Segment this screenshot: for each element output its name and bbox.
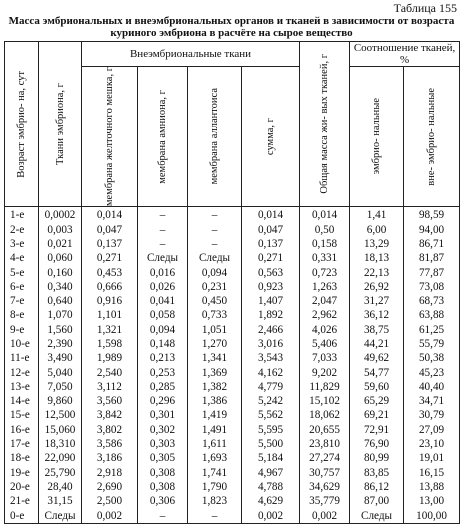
embryo-cell: 7,050: [39, 380, 82, 394]
sum-cell: 4,162: [242, 365, 300, 379]
amnion-cell: 0,026: [138, 280, 188, 294]
embryo-cell: 9,860: [39, 394, 82, 408]
age-cell: 8-е: [5, 308, 39, 322]
sum-cell: 1,407: [242, 294, 300, 308]
age-cell: 6-е: [5, 280, 39, 294]
extraembryonic-pct-cell: 98,59: [404, 207, 460, 223]
allantois-cell: –: [188, 222, 242, 236]
yolk-cell: 0,137: [82, 237, 138, 251]
amnion-cell: 0,253: [138, 365, 188, 379]
amnion-cell: 0,301: [138, 408, 188, 422]
amnion-cell: Следы: [138, 251, 188, 265]
header-total: Общая масса жи- вых тканей, г: [300, 42, 350, 207]
allantois-cell: 1,051: [188, 323, 242, 337]
yolk-cell: 1,598: [82, 337, 138, 351]
amnion-cell: 0,303: [138, 437, 188, 451]
total-cell: 2,047: [300, 294, 350, 308]
sum-cell: 2,466: [242, 323, 300, 337]
extraembryonic-pct-cell: 55,79: [404, 337, 460, 351]
header-ratio: Соотношение тканей, %: [350, 42, 460, 67]
total-cell: 0,723: [300, 265, 350, 279]
age-cell: 5-е: [5, 265, 39, 279]
allantois-cell: –: [188, 508, 242, 523]
yolk-cell: 3,186: [82, 451, 138, 465]
sum-cell: 0,002: [242, 508, 300, 523]
data-table: [4, 41, 460, 524]
header-embryonic-pct: эмбрио- нальные: [350, 67, 404, 207]
total-cell: 0,331: [300, 251, 350, 265]
embryo-cell: 22,090: [39, 451, 82, 465]
age-cell: 3-е: [5, 237, 39, 251]
sum-cell: 0,137: [242, 237, 300, 251]
table-number: Таблица 155: [393, 1, 457, 15]
header-extraembryonic-pct: вне- эмбрио- нальные: [404, 67, 460, 207]
total-cell: 0,50: [300, 222, 350, 236]
amnion-cell: 0,305: [138, 451, 188, 465]
embryonic-pct-cell: 31,27: [350, 294, 404, 308]
yolk-cell: 0,271: [82, 251, 138, 265]
yolk-cell: 0,014: [82, 207, 138, 223]
embryo-cell: 3,490: [39, 351, 82, 365]
table-row: [5, 394, 460, 408]
amnion-cell: –: [138, 222, 188, 236]
embryonic-pct-cell: 22,13: [350, 265, 404, 279]
embryo-cell: 1,070: [39, 308, 82, 322]
table-row: [5, 508, 460, 523]
embryo-cell: Следы: [39, 508, 82, 523]
table-row: [5, 308, 460, 322]
embryonic-pct-cell: 44,21: [350, 337, 404, 351]
yolk-cell: 3,112: [82, 380, 138, 394]
amnion-cell: 0,041: [138, 294, 188, 308]
total-cell: 0,158: [300, 237, 350, 251]
yolk-cell: 3,586: [82, 437, 138, 451]
table-row: [5, 494, 460, 508]
embryonic-pct-cell: 1,41: [350, 207, 404, 223]
table-row: [5, 207, 460, 223]
embryo-cell: 5,040: [39, 365, 82, 379]
yolk-cell: 3,842: [82, 408, 138, 422]
sum-cell: 4,629: [242, 494, 300, 508]
embryonic-pct-cell: 18,13: [350, 251, 404, 265]
extraembryonic-pct-cell: 50,38: [404, 351, 460, 365]
allantois-cell: 0,094: [188, 265, 242, 279]
embryonic-pct-cell: 72,91: [350, 423, 404, 437]
allantois-cell: 1,386: [188, 394, 242, 408]
extraembryonic-pct-cell: 45,23: [404, 365, 460, 379]
extraembryonic-pct-cell: 73,08: [404, 280, 460, 294]
embryo-cell: 28,40: [39, 480, 82, 494]
total-cell: 0,014: [300, 207, 350, 223]
age-cell: 11-е: [5, 351, 39, 365]
header-age: Возраст эмбрио- на, сут: [5, 42, 39, 207]
amnion-cell: 0,148: [138, 337, 188, 351]
sum-cell: 0,047: [242, 222, 300, 236]
table-row: [5, 437, 460, 451]
header-amnion: мембрана амниона, г: [138, 67, 188, 207]
age-cell: 4-е: [5, 251, 39, 265]
extraembryonic-pct-cell: 100,00: [404, 508, 460, 523]
embryo-cell: 0,003: [39, 222, 82, 236]
embryonic-pct-cell: 87,00: [350, 494, 404, 508]
amnion-cell: 0,058: [138, 308, 188, 322]
yolk-cell: 0,047: [82, 222, 138, 236]
embryo-cell: 18,310: [39, 437, 82, 451]
yolk-cell: 0,666: [82, 280, 138, 294]
embryonic-pct-cell: 54,77: [350, 365, 404, 379]
yolk-cell: 0,002: [82, 508, 138, 523]
sum-cell: 5,595: [242, 423, 300, 437]
extraembryonic-pct-cell: 23,10: [404, 437, 460, 451]
allantois-cell: 1,741: [188, 466, 242, 480]
allantois-cell: Следы: [188, 251, 242, 265]
embryonic-pct-cell: 59,60: [350, 380, 404, 394]
total-cell: 9,202: [300, 365, 350, 379]
age-cell: 7-е: [5, 294, 39, 308]
total-cell: 5,406: [300, 337, 350, 351]
table-body: [5, 207, 460, 524]
age-cell: 17-е: [5, 437, 39, 451]
amnion-cell: 0,308: [138, 480, 188, 494]
table-row: [5, 265, 460, 279]
embryo-cell: 0,060: [39, 251, 82, 265]
embryonic-pct-cell: 83,85: [350, 466, 404, 480]
header-sum: сумма, г: [242, 67, 300, 207]
embryonic-pct-cell: 76,90: [350, 437, 404, 451]
extraembryonic-pct-cell: 13,00: [404, 494, 460, 508]
amnion-cell: 0,306: [138, 494, 188, 508]
extraembryonic-pct-cell: 61,25: [404, 323, 460, 337]
age-cell: 12-е: [5, 365, 39, 379]
allantois-cell: 0,733: [188, 308, 242, 322]
allantois-cell: 1,382: [188, 380, 242, 394]
sum-cell: 5,184: [242, 451, 300, 465]
extraembryonic-pct-cell: 63,88: [404, 308, 460, 322]
allantois-cell: 1,341: [188, 351, 242, 365]
embryonic-pct-cell: 38,75: [350, 323, 404, 337]
extraembryonic-pct-cell: 13,88: [404, 480, 460, 494]
age-cell: 9-е: [5, 323, 39, 337]
total-cell: 2,962: [300, 308, 350, 322]
sum-cell: 5,500: [242, 437, 300, 451]
yolk-cell: 2,918: [82, 466, 138, 480]
age-cell: 14-е: [5, 394, 39, 408]
allantois-cell: 1,790: [188, 480, 242, 494]
embryonic-pct-cell: 80,99: [350, 451, 404, 465]
embryo-cell: 0,0002: [39, 207, 82, 223]
table-row: [5, 480, 460, 494]
sum-cell: 3,543: [242, 351, 300, 365]
age-cell: 2-е: [5, 222, 39, 236]
table-row: [5, 251, 460, 265]
sum-cell: 0,563: [242, 265, 300, 279]
age-cell: 16-е: [5, 423, 39, 437]
embryo-cell: 2,390: [39, 337, 82, 351]
embryo-cell: 0,340: [39, 280, 82, 294]
extraembryonic-pct-cell: 34,71: [404, 394, 460, 408]
allantois-cell: 1,693: [188, 451, 242, 465]
allantois-cell: 0,450: [188, 294, 242, 308]
yolk-cell: 3,802: [82, 423, 138, 437]
total-cell: 11,829: [300, 380, 350, 394]
embryo-cell: 31,15: [39, 494, 82, 508]
allantois-cell: 1,270: [188, 337, 242, 351]
yolk-cell: 0,453: [82, 265, 138, 279]
age-cell: 21-е: [5, 494, 39, 508]
allantois-cell: 1,491: [188, 423, 242, 437]
table-row: [5, 423, 460, 437]
table-row: [5, 337, 460, 351]
amnion-cell: 0,308: [138, 466, 188, 480]
table-row: [5, 222, 460, 236]
age-cell: 10-е: [5, 337, 39, 351]
allantois-cell: 1,369: [188, 365, 242, 379]
table-row: [5, 408, 460, 422]
table-row: [5, 237, 460, 251]
allantois-cell: 1,419: [188, 408, 242, 422]
total-cell: 30,757: [300, 466, 350, 480]
yolk-cell: 1,989: [82, 351, 138, 365]
allantois-cell: 0,231: [188, 280, 242, 294]
embryo-cell: 25,790: [39, 466, 82, 480]
extraembryonic-pct-cell: 40,40: [404, 380, 460, 394]
age-cell: 0-е: [5, 508, 39, 523]
extraembryonic-pct-cell: 30,79: [404, 408, 460, 422]
embryonic-pct-cell: 49,62: [350, 351, 404, 365]
sum-cell: 5,242: [242, 394, 300, 408]
total-cell: 20,655: [300, 423, 350, 437]
sum-cell: 3,016: [242, 337, 300, 351]
amnion-cell: 0,094: [138, 323, 188, 337]
yolk-cell: 3,560: [82, 394, 138, 408]
header-extraembryonic: Внеэмбриональные ткани: [82, 42, 300, 67]
amnion-cell: 0,285: [138, 380, 188, 394]
amnion-cell: –: [138, 508, 188, 523]
table-row: [5, 351, 460, 365]
total-cell: 34,629: [300, 480, 350, 494]
total-cell: 35,779: [300, 494, 350, 508]
amnion-cell: –: [138, 207, 188, 223]
table-title: Масса эмбриональных и внеэмбриональных органов и тканей в зависимости от возраста куриного эмбриона в расчёте на сырое вещество: [8, 15, 455, 39]
embryonic-pct-cell: 6,00: [350, 222, 404, 236]
table-row: [5, 323, 460, 337]
extraembryonic-pct-cell: 81,87: [404, 251, 460, 265]
sum-cell: 5,562: [242, 408, 300, 422]
sum-cell: 0,923: [242, 280, 300, 294]
age-cell: 1-е: [5, 207, 39, 223]
extraembryonic-pct-cell: 16,15: [404, 466, 460, 480]
amnion-cell: 0,302: [138, 423, 188, 437]
sum-cell: 0,271: [242, 251, 300, 265]
table-row: [5, 280, 460, 294]
age-cell: 13-е: [5, 380, 39, 394]
amnion-cell: 0,213: [138, 351, 188, 365]
age-cell: 19-е: [5, 466, 39, 480]
header-yolk-sac: мембрана желточного мешка, г: [82, 67, 138, 207]
total-cell: 1,263: [300, 280, 350, 294]
table-row: [5, 380, 460, 394]
extraembryonic-pct-cell: 68,73: [404, 294, 460, 308]
allantois-cell: –: [188, 237, 242, 251]
table-row: [5, 365, 460, 379]
extraembryonic-pct-cell: 77,87: [404, 265, 460, 279]
embryonic-pct-cell: 13,29: [350, 237, 404, 251]
table-row: [5, 451, 460, 465]
embryo-cell: 0,160: [39, 265, 82, 279]
total-cell: 23,810: [300, 437, 350, 451]
embryonic-pct-cell: 36,12: [350, 308, 404, 322]
allantois-cell: 1,611: [188, 437, 242, 451]
yolk-cell: 2,500: [82, 494, 138, 508]
total-cell: 7,033: [300, 351, 350, 365]
yolk-cell: 2,690: [82, 480, 138, 494]
embryo-cell: 12,500: [39, 408, 82, 422]
yolk-cell: 0,916: [82, 294, 138, 308]
sum-cell: 4,967: [242, 466, 300, 480]
total-cell: 18,062: [300, 408, 350, 422]
sum-cell: 1,892: [242, 308, 300, 322]
embryonic-pct-cell: 69,21: [350, 408, 404, 422]
allantois-cell: 1,823: [188, 494, 242, 508]
embryonic-pct-cell: 26,92: [350, 280, 404, 294]
amnion-cell: –: [138, 237, 188, 251]
embryo-cell: 15,060: [39, 423, 82, 437]
age-cell: 18-е: [5, 451, 39, 465]
extraembryonic-pct-cell: 94,00: [404, 222, 460, 236]
sum-cell: 0,014: [242, 207, 300, 223]
header-allantois: мембрана аллантоиса: [188, 67, 242, 207]
total-cell: 27,274: [300, 451, 350, 465]
yolk-cell: 1,321: [82, 323, 138, 337]
embryo-cell: 0,640: [39, 294, 82, 308]
total-cell: 0,002: [300, 508, 350, 523]
yolk-cell: 2,540: [82, 365, 138, 379]
embryonic-pct-cell: 65,29: [350, 394, 404, 408]
total-cell: 15,102: [300, 394, 350, 408]
header-embryo: Ткани эмбриона, г: [39, 42, 82, 207]
embryonic-pct-cell: Следы: [350, 508, 404, 523]
sum-cell: 4,779: [242, 380, 300, 394]
amnion-cell: 0,016: [138, 265, 188, 279]
extraembryonic-pct-cell: 19,01: [404, 451, 460, 465]
table-row: [5, 294, 460, 308]
table-row: [5, 466, 460, 480]
embryo-cell: 0,021: [39, 237, 82, 251]
embryonic-pct-cell: 86,12: [350, 480, 404, 494]
age-cell: 20-е: [5, 480, 39, 494]
yolk-cell: 1,101: [82, 308, 138, 322]
extraembryonic-pct-cell: 86,71: [404, 237, 460, 251]
amnion-cell: 0,296: [138, 394, 188, 408]
embryo-cell: 1,560: [39, 323, 82, 337]
extraembryonic-pct-cell: 27,09: [404, 423, 460, 437]
age-cell: 15-е: [5, 408, 39, 422]
total-cell: 4,026: [300, 323, 350, 337]
sum-cell: 4,788: [242, 480, 300, 494]
allantois-cell: –: [188, 207, 242, 223]
